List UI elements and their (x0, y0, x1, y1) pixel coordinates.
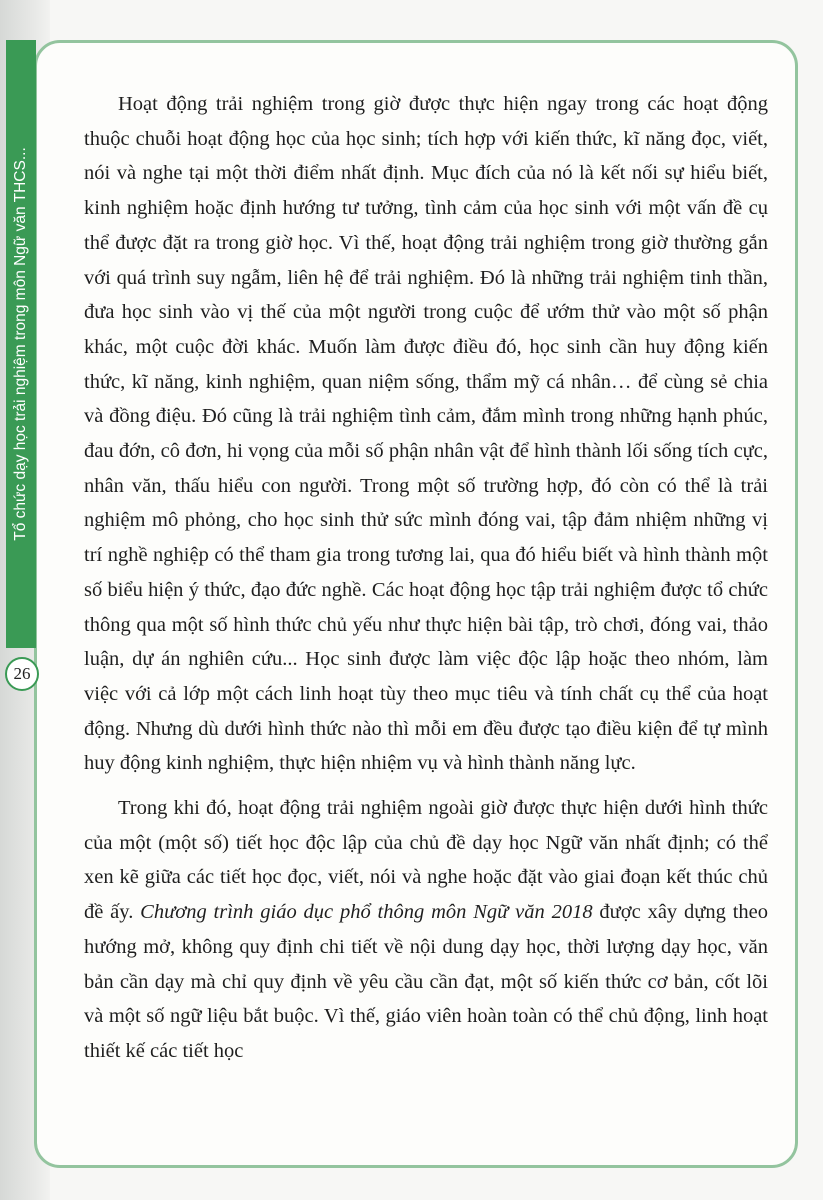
page-number: 26 (5, 657, 39, 691)
paragraph-2 (84, 791, 768, 1069)
paragraph-2-start: Trong khi đó, hoạt động trải nghiệm ngoài giờ được thực hiện dưới hình thức của một (một số) tiết học độc lập của chủ đề dạy học Ngữ văn nhất định; có thể xen kẽ giữa các tiết học đọc, viết, nói và nghe hoặc đặt vào giai đoạn kết thúc chủ đề ấy. (84, 797, 768, 924)
running-title: Tổ chức dạy học trải nghiệm trong môn Ngữ văn THCS... (12, 147, 29, 541)
paragraph-1: Hoạt động trải nghiệm trong giờ được thực hiện ngay trong các hoạt động thuộc chuỗi hoạt động học của học sinh; tích hợp với kiến thức, kĩ năng đọc, viết, nói và nghe tại một thời điểm nhất định. Mục đích của nó là kết nối sự hiểu biết, kinh nghiệm hoặc định hướng tư tưởng, tình cảm của học sinh với một vấn đề cụ thể được đặt ra trong giờ học. Vì thế, hoạt động trải nghiệm trong giờ thường gắn với quá trình suy ngẫm, liên hệ để trải nghiệm. Đó là những trải nghiệm tinh thần, đưa học sinh vào vị thế của một người trong cuộc để ướm thử vào một số phận khác, một cuộc đời khác. Muốn làm được điều đó, học sinh cần huy động kiến thức, kĩ năng, kinh nghiệm, quan niệm sống, thẩm mỹ cá nhân… để cùng sẻ chia và đồng điệu. Đó cũng là trải nghiệm tình cảm, đắm mình trong những hạnh phúc, đau đớn, cô đơn, hi vọng của mỗi số phận nhân vật để hình thành lối sống tích cực, nhân văn, thấu hiểu con người. Trong một số trường hợp, đó còn có thể là trải nghiệm mô phỏng, cho học sinh thử sức mình đóng vai, tập đảm nhiệm những vị trí nghề nghiệp có thể tham gia trong tương lai, qua đó hiểu biết và hình thành một số biểu hiện ý thức, đạo đức nghề. Các hoạt động học tập trải nghiệm được tổ chức thông qua một số hình thức chủ yếu như thực hiện bài tập, trò chơi, đóng vai, thảo luận, dự án nghiên cứu... Học sinh được làm việc độc lập hoặc theo nhóm, làm việc với cả lớp một cách linh hoạt tùy theo mục tiêu và tính chất cụ thể của hoạt động. Nhưng dù dưới hình thức nào thì mỗi em đều được tạo điều kiện để tự mình huy động kinh nghiệm, thực hiện nhiệm vụ và hình thành năng lực. (84, 93, 768, 775)
program-title-italic: Chương trình giáo dục phổ thông môn Ngữ văn 2018 (140, 901, 593, 924)
body-text (84, 87, 768, 1069)
paragraph-2-end: được xây dựng theo hướng mở, không quy định chi tiết về nội dung dạy học, thời lượng dạy học, văn bản cần dạy mà chỉ quy định về yêu cầu cần đạt, một số kiến thức cơ bản, cốt lõi và một số ngữ liệu bắt buộc. Vì thế, giáo viên hoàn toàn có thể chủ động, linh hoạt thiết kế các tiết học (84, 901, 768, 1062)
